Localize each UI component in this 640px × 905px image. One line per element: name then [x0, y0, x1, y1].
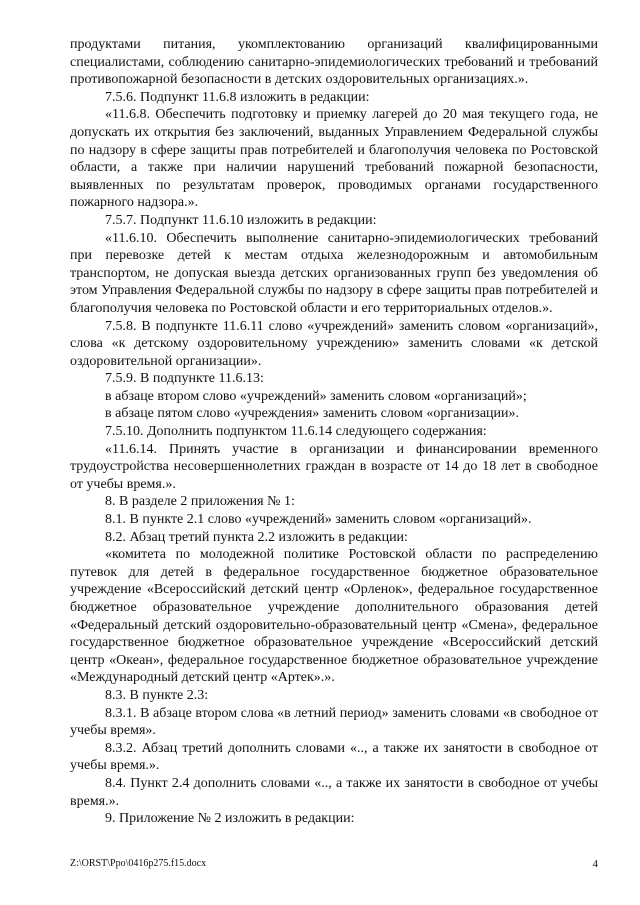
paragraph: 7.5.6. Подпункт 11.6.8 изложить в редакции:	[105, 89, 370, 105]
paragraph: «комитета по молодежной политике Ростовской области по распределению путевок для детей в федеральное государственное бюджетное образовательное учреждение «Всероссийский детский центр «Орленок», федеральное государственное бюджетное образовательное учреждение дополнительного образования детей «Федеральный детский оздоровительно-образовательный центр «Смена», федеральное государственное бюджетное образовательное учреждение «Всероссийский детский центр «Океан», федеральное государственное бюджетное образовательное учреждение «Международный детский центр «Артек».».	[70, 547, 598, 686]
paragraph: 8.1. В пункте 2.1 слово «учреждений» заменить словом «организаций».	[105, 512, 532, 528]
file-path: Z:\ORST\Ppo\0416p275.f15.docx	[70, 858, 207, 869]
paragraph: 8.3.2. Абзац третий дополнить словами «.., а также их занятости в свободное от учебы время.».	[70, 740, 598, 774]
paragraph: 7.5.9. В подпункте 11.6.13:	[105, 371, 264, 387]
paragraph: 8. В разделе 2 приложения № 1:	[105, 494, 295, 510]
paragraph: 7.5.10. Дополнить подпунктом 11.6.14 следующего содержания:	[105, 424, 487, 440]
document-body	[70, 36, 598, 828]
paragraph: 8.3.1. В абзаце втором слова «в летний период» заменить словами «в свободное от учебы время».	[70, 705, 598, 739]
paragraph: 8.2. Абзац третий пункта 2.2 изложить в редакции:	[105, 529, 408, 545]
paragraph: «11.6.8. Обеспечить подготовку и приемку лагерей до 20 мая текущего года, не допускать их открытия без заключений, выданных Управлением Федеральной службы по надзору в сфере защиты прав потребителей и благополучия человека по Ростовской области, а также при наличии нарушений требований пожарной безопасности, выявленных по результатам проверок, проводимых органами государственного пожарного надзора.».	[70, 107, 598, 211]
paragraph: 7.5.7. Подпункт 11.6.10 изложить в редакции:	[105, 212, 377, 228]
paragraph: «11.6.14. Принять участие в организации и финансировании временного трудоустройства несовершеннолетних граждан в возрасте от 14 до 18 лет в свободное от учебы время.».	[70, 441, 598, 492]
paragraph: 8.4. Пункт 2.4 дополнить словами «.., а также их занятости в свободное от учебы время.».	[70, 775, 598, 809]
paragraph: в абзаце пятом слово «учреждения» заменить словом «организации».	[105, 406, 520, 422]
paragraph: 7.5.8. В подпункте 11.6.11 слово «учреждений» заменить словом «организаций», слова «к детскому оздоровительному учреждению» заменить словами «к детской оздоровительной организации».	[70, 318, 598, 369]
page-number: 4	[592, 858, 598, 870]
paragraph: 8.3. В пункте 2.3:	[105, 687, 209, 703]
paragraph: в абзаце втором слово «учреждений» заменить словом «организаций»;	[105, 388, 527, 404]
paragraph: 9. Приложение № 2 изложить в редакции:	[105, 811, 355, 827]
paragraph: продуктами питания, укомплектованию организаций квалифицированными специалистами, соблюдению санитарно-эпидемиологических требований и требований противопожарной безопасности в детских оздоровительных организациях.».	[70, 37, 598, 88]
paragraph: «11.6.10. Обеспечить выполнение санитарно-эпидемиологических требований при перевозке детей к местам отдыха железнодорожным и автомобильным транспортом, не допуская выезда детских организованных групп без уведомления об этом Управления Федеральной службы по надзору в сфере защиты прав потребителей и благополучия человека по Ростовской области и его территориальных отделов.».	[70, 230, 598, 316]
